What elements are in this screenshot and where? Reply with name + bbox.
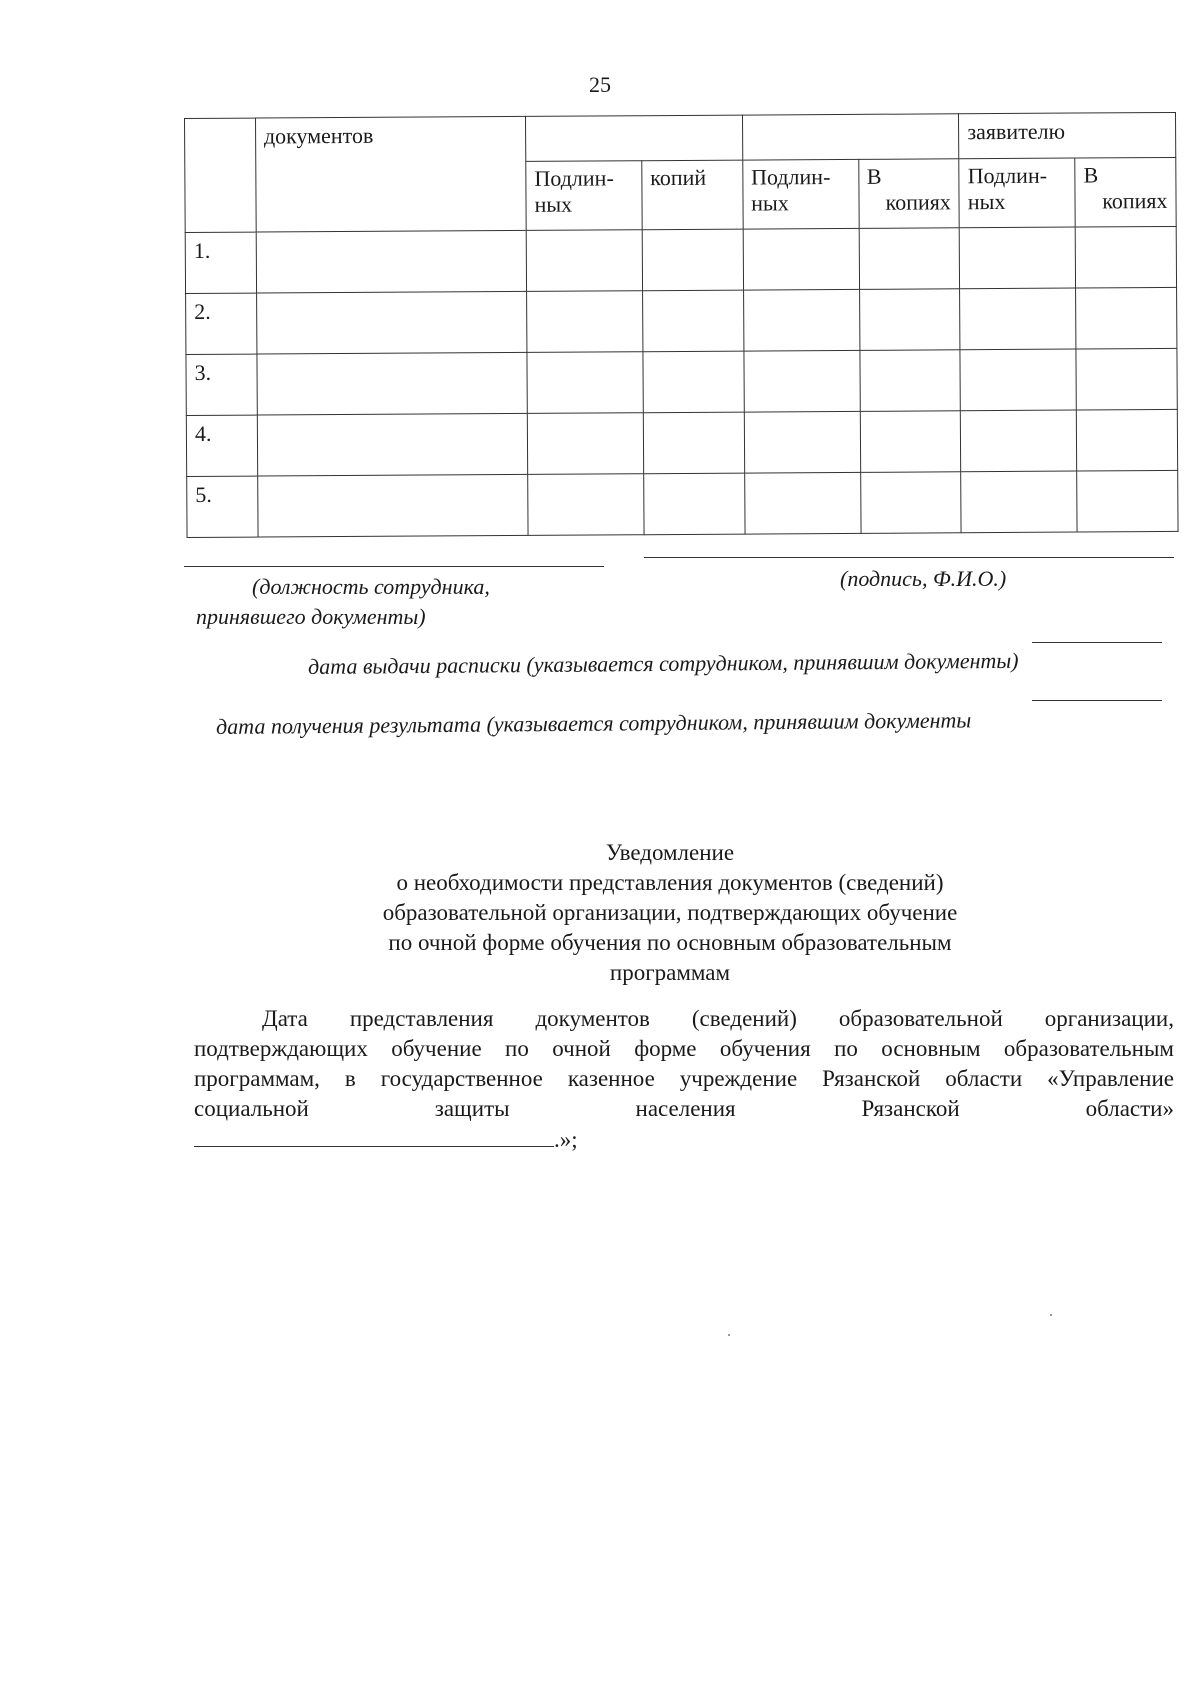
subheader-line: ных	[967, 188, 1006, 215]
notice-title-line: программам	[609, 960, 731, 985]
table-row	[186, 409, 1177, 476]
row-number-cell: 5.	[187, 476, 258, 537]
position-label-cont: принявшего документы)	[196, 604, 426, 629]
table-cell	[642, 229, 743, 291]
table-cell	[526, 230, 642, 292]
table-cell	[1076, 287, 1177, 349]
table-cell	[960, 227, 1076, 289]
table-cell	[960, 288, 1076, 350]
table-cell	[257, 352, 528, 415]
table-cell	[257, 474, 528, 537]
notice-title-line: Уведомление	[605, 840, 735, 865]
row-number-cell: 3.	[186, 354, 257, 415]
sign-label: (подпись, Ф.И.О.)	[840, 566, 1007, 591]
position-label: (должность сотрудника,	[252, 574, 490, 599]
table-cell	[859, 228, 960, 290]
page-number: 25	[589, 72, 611, 97]
group3-header-cell: заявителю	[959, 112, 1176, 158]
table-cell	[257, 413, 528, 476]
table-cell	[961, 471, 1077, 533]
paragraph-line: программам, в государственное казенное учреждение Рязанской области «Управление	[194, 1066, 1174, 1091]
subheader-cell	[642, 160, 743, 230]
table-cell	[642, 290, 743, 352]
table-cell	[643, 351, 744, 413]
subheader-line: Подлин-	[534, 165, 614, 191]
result-date-line	[1032, 700, 1162, 701]
table-cell	[643, 412, 744, 474]
table-cell	[527, 413, 643, 475]
table-cell	[1076, 348, 1177, 410]
subheader-line: ных	[751, 190, 789, 216]
date-blank	[194, 1126, 554, 1147]
paragraph-line: подтверждающих обучение по очной форме обучения по основным образовательным	[194, 1036, 1174, 1061]
table-cell	[528, 474, 644, 536]
subheader-cell	[526, 161, 642, 231]
paragraph-line: Дата представления документов (сведений) образовательной организации,	[262, 1006, 1174, 1031]
receipt-table	[184, 112, 1179, 538]
table-cell	[744, 411, 860, 473]
table-cell	[1075, 226, 1176, 288]
subheader-line: Подлин-	[750, 164, 831, 190]
table-cell	[527, 352, 643, 414]
table-row	[185, 226, 1176, 293]
notice-paragraph	[194, 1004, 1174, 1124]
paragraph-line: социальной защиты населения Рязанской области»	[194, 1096, 1174, 1121]
closing-mark: .»;	[554, 1127, 578, 1152]
table-cell	[961, 410, 1077, 472]
notice-title	[300, 838, 1040, 988]
table-cell	[859, 350, 960, 412]
date-fill-line	[194, 1126, 578, 1153]
table-cell	[527, 291, 643, 353]
table-cell	[644, 473, 745, 535]
table-cell	[743, 228, 859, 290]
subheader-line: Подлин-	[967, 162, 1048, 189]
subheader-cell	[1075, 157, 1176, 227]
subheader-cell	[742, 159, 858, 229]
table-cell	[860, 472, 961, 534]
table-cell	[256, 291, 527, 354]
table-row	[186, 348, 1177, 415]
table-cell	[256, 230, 527, 293]
table-cell	[860, 411, 961, 473]
table-cell	[960, 349, 1076, 411]
table-cell	[743, 289, 859, 351]
notice-title-line: о необходимости представления документов (сведений)	[396, 870, 944, 895]
notice-title-line: образовательной организации, подтверждающих обучение	[382, 900, 958, 925]
subheader-line: ных	[534, 191, 573, 217]
subheader-cell	[858, 159, 959, 229]
row-number-cell: 2.	[186, 293, 257, 354]
scan-speck	[728, 1334, 730, 1336]
notice-title-line: по очной форме обучения по основным образовательным	[388, 930, 952, 955]
subheader-line: копиях	[885, 189, 951, 215]
subheader-cell	[959, 158, 1075, 228]
position-signature-line	[184, 566, 604, 567]
table-cell	[744, 350, 860, 412]
number-header-cell	[185, 118, 256, 232]
subheader-line: В	[1083, 162, 1099, 188]
table-header-row	[185, 112, 1176, 163]
table-cell	[859, 289, 960, 351]
scan-speck	[1050, 1314, 1052, 1316]
row-number-cell: 4.	[186, 415, 257, 476]
table-cell	[744, 472, 860, 534]
result-date-label: дата получения результата (указывается сотрудником, принявшим документы	[216, 707, 972, 739]
issue-date-line	[1032, 642, 1162, 643]
table-cell	[1076, 409, 1177, 471]
subheader-line: копиях	[1102, 187, 1168, 214]
table-row	[187, 470, 1178, 537]
table-cell	[1077, 470, 1178, 532]
row-number-cell: 1.	[185, 232, 256, 293]
group1-header-cell	[526, 115, 743, 161]
subheader-line: В	[866, 163, 882, 189]
table-row	[186, 287, 1177, 354]
issue-date-label: дата выдачи расписки (указывается сотрудником, принявшим документы)	[308, 647, 1019, 679]
sign-signature-line	[644, 557, 1174, 558]
subheader-line: копий	[650, 164, 707, 191]
group2-header-cell	[742, 114, 959, 160]
documents-header-cell: документов	[255, 116, 526, 232]
